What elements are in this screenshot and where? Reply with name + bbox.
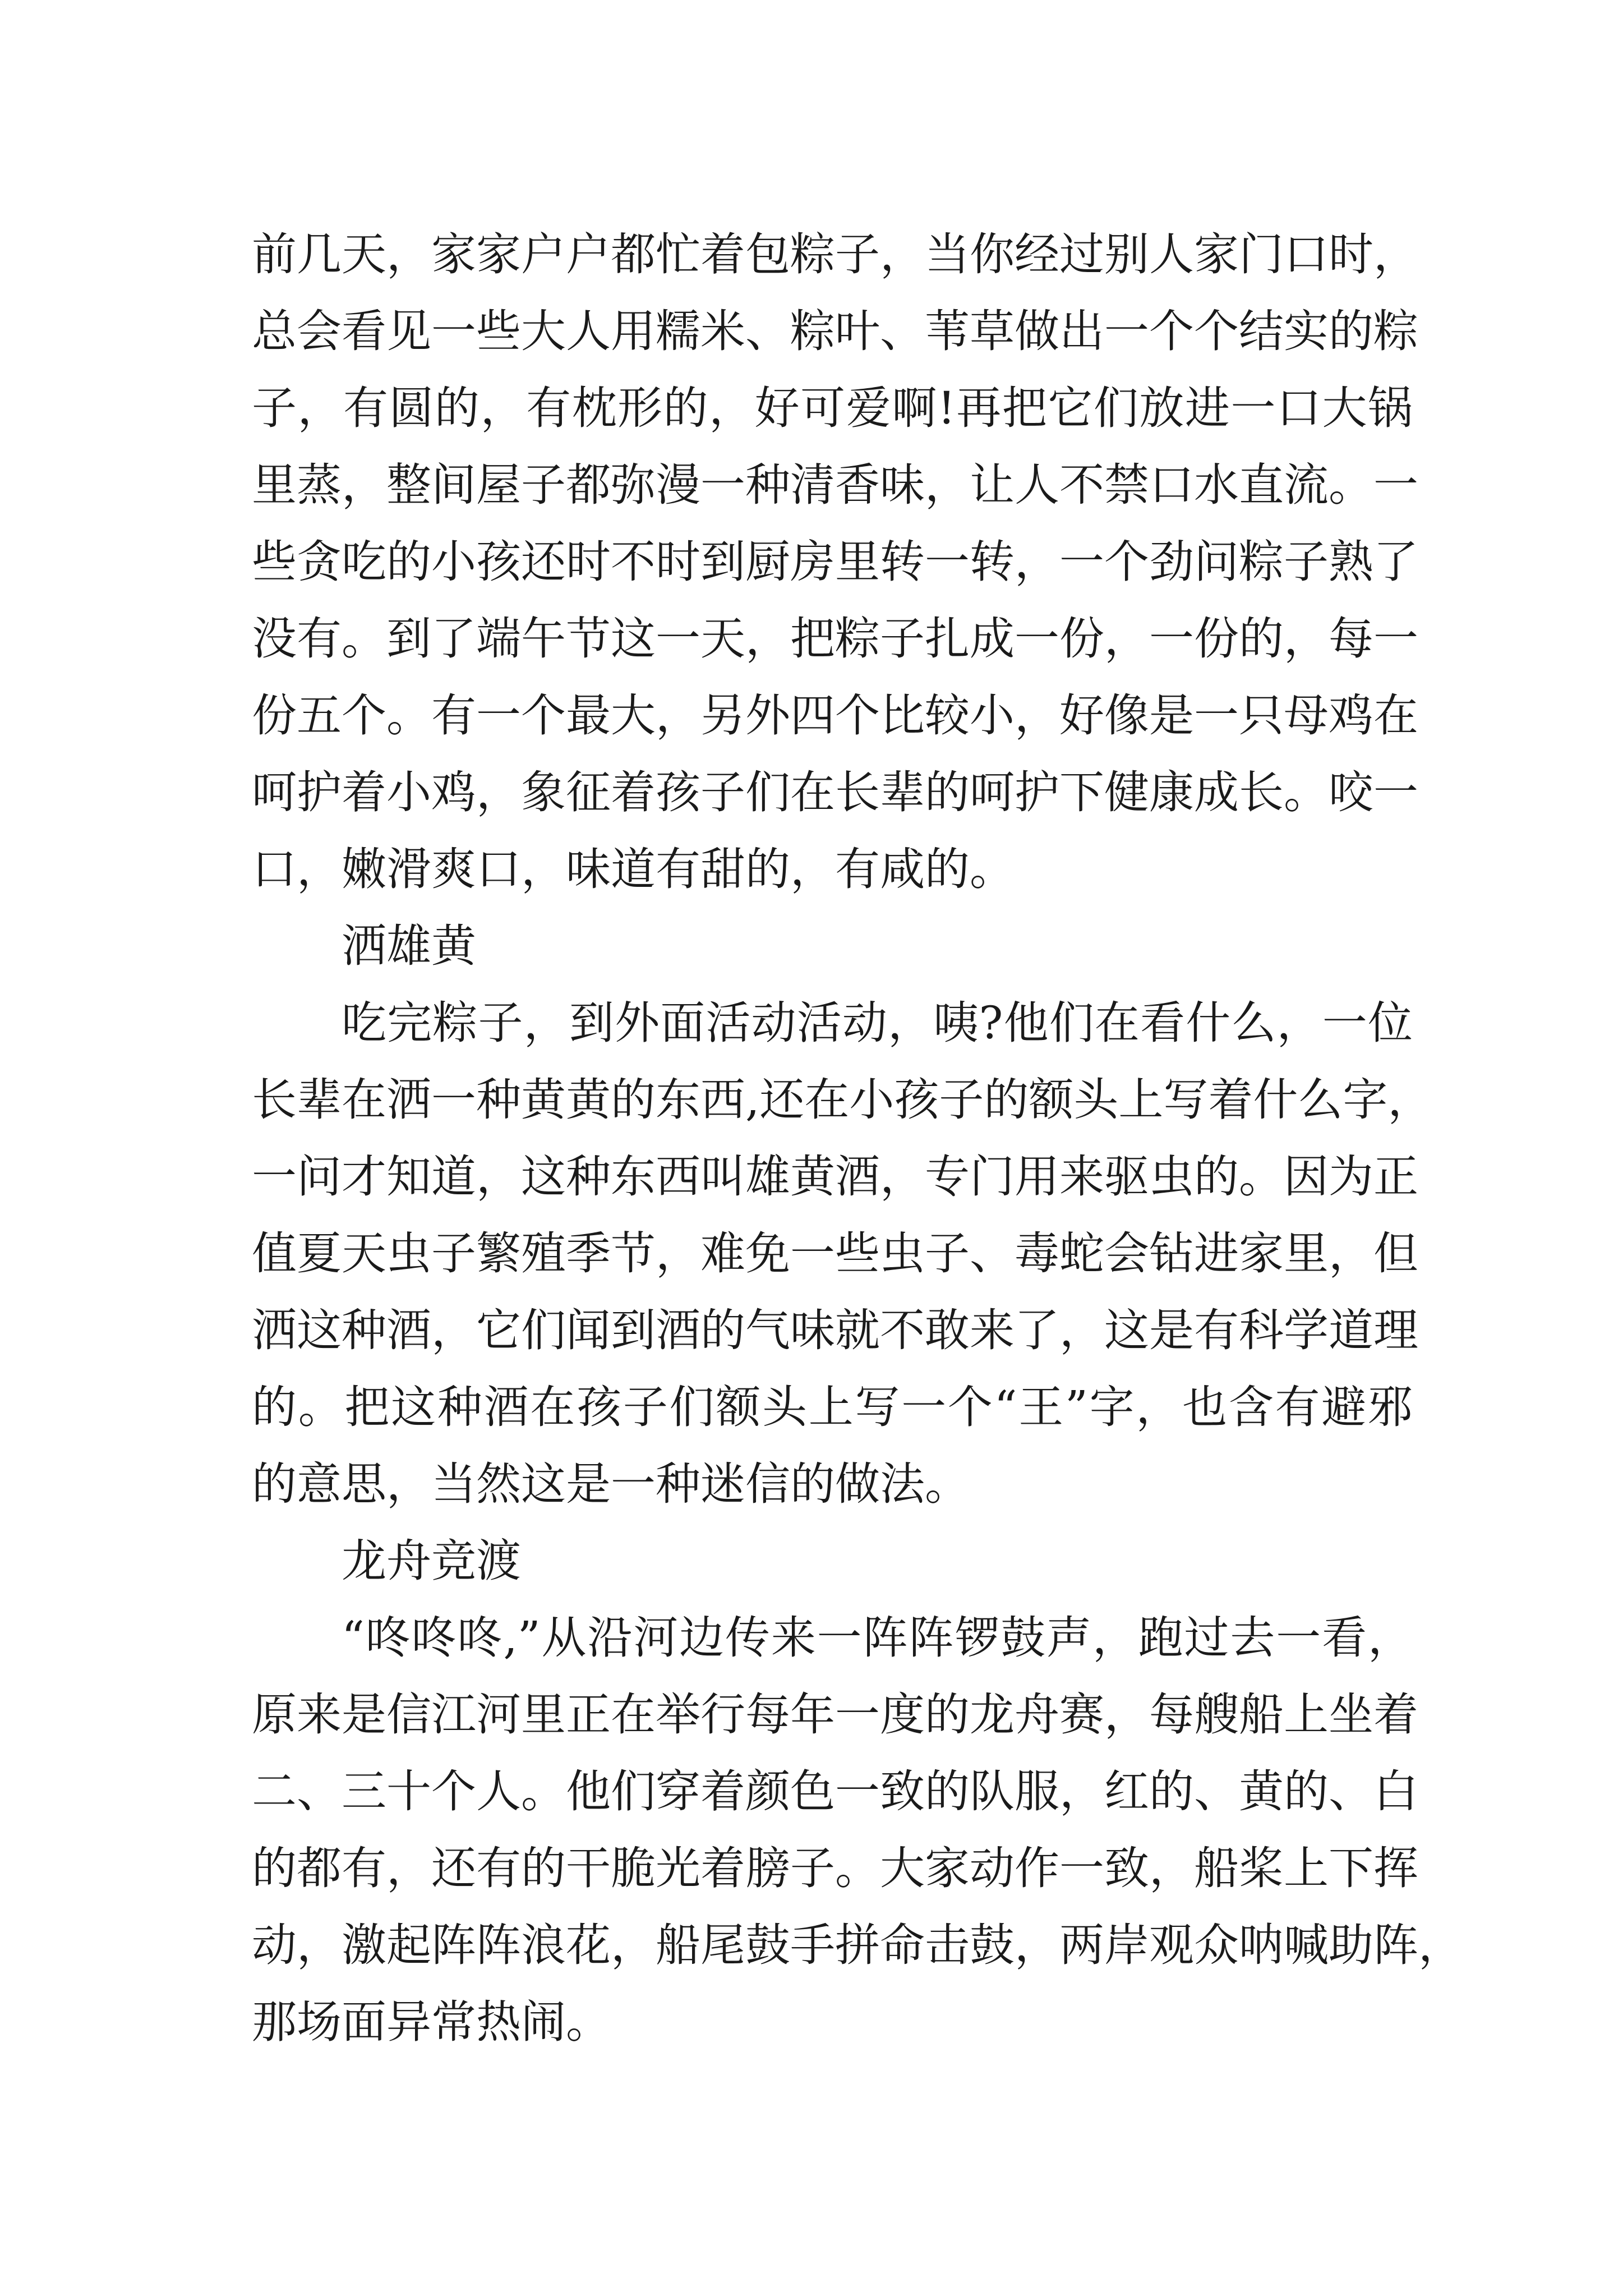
paragraph-line: 吃完粽子，到外面活动活动，咦?他们在看什么，一位 [342,997,1413,1049]
paragraph-line: 总会看见一些大人用糯米、粽叶、苇草做出一个个结实的粽 [252,305,1418,357]
paragraph-line: 些贪吃的小孩还时不时到厨房里转一转，一个劲问粽子熟了 [252,536,1418,588]
paragraph-line: 那场面异常热闹。 [252,1996,611,2048]
paragraph-line: 动，激起阵阵浪花，船尾鼓手拼命击鼓，两岸观众呐喊助阵， [252,1919,1463,1971]
paragraph-line: 子，有圆的，有枕形的，好可爱啊!再把它们放进一口大锅 [252,382,1413,434]
article-body [252,216,1463,2060]
paragraph-line: 一问才知道，这种东西叫雄黄酒，专门用来驱虫的。因为正 [252,1151,1418,1203]
paragraph-line: 值夏天虫子繁殖季节，难免一些虫子、毒蛇会钻进家里，但 [252,1227,1418,1280]
paragraph-line: 洒这种酒，它们闻到酒的气味就不敢来了，这是有科学道理 [252,1304,1418,1356]
paragraph-line: 的都有，还有的干脆光着膀子。大家动作一致，船桨上下挥 [252,1842,1418,1894]
paragraph-line: “咚咚咚,”从沿河边传来一阵阵锣鼓声，跑过去一看， [342,1612,1413,1664]
section-heading: 龙舟竞渡 [342,1535,521,1587]
paragraph-line: 的意思，当然这是一种迷信的做法。 [252,1458,970,1510]
section-heading: 洒雄黄 [342,920,476,972]
paragraph-line: 里蒸，整间屋子都弥漫一种清香味，让人不禁口水直流。一 [252,459,1418,511]
paragraph-line: 的。把这种酒在孩子们额头上写一个“王”字，也含有避邪 [252,1381,1413,1433]
paragraph-line: 二、三十个人。他们穿着颜色一致的队服，红的、黄的、白 [252,1765,1418,1818]
paragraph-line: 原来是信江河里正在举行每年一度的龙舟赛，每艘船上坐着 [252,1688,1418,1741]
paragraph-line: 长辈在洒一种黄黄的东西,还在小孩子的额头上写着什么字， [252,1074,1433,1126]
paragraph-line: 没有。到了端午节这一天，把粽子扎成一份，一份的，每一 [252,613,1418,665]
paragraph-line: 呵护着小鸡，象征着孩子们在长辈的呵护下健康成长。咬一 [252,766,1418,818]
paragraph-line: 份五个。有一个最大，另外四个比较小，好像是一只母鸡在 [252,689,1418,742]
paragraph-line: 口，嫩滑爽口，味道有甜的，有咸的。 [252,843,1015,895]
paragraph-line: 前几天，家家户户都忙着包粽子，当你经过别人家门口时， [252,228,1418,280]
